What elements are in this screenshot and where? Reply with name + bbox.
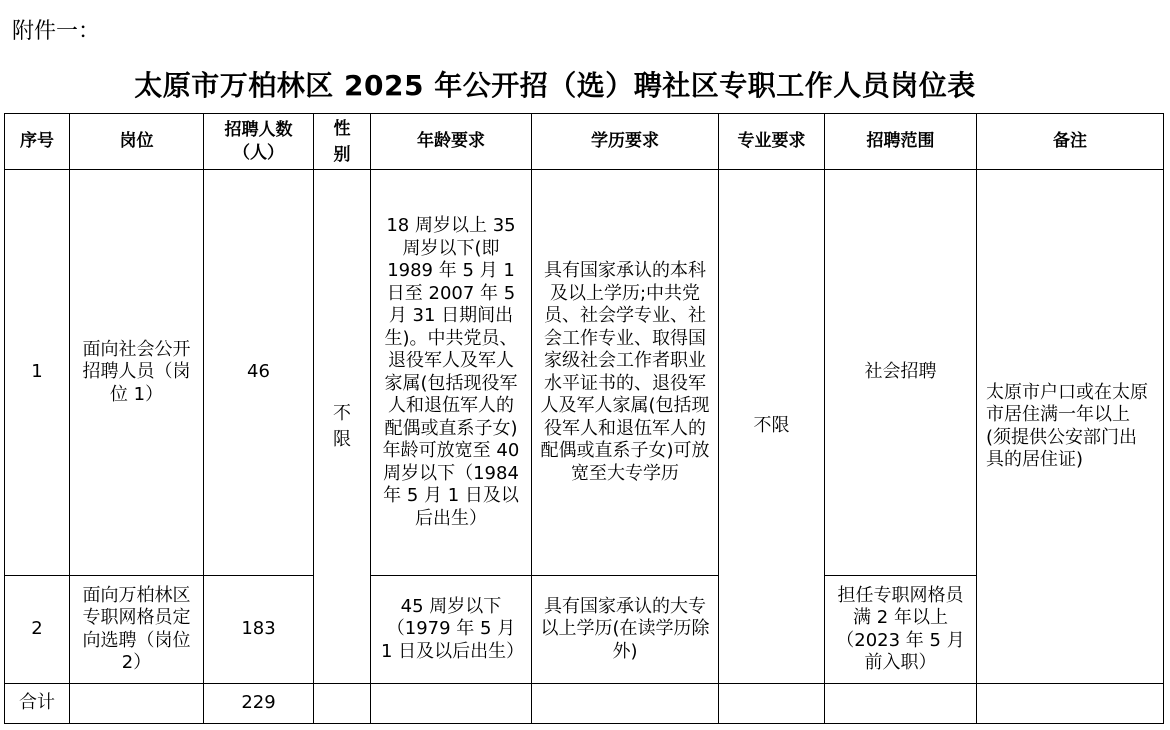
row2-age-text: 45 周岁以下（1979 年 5 月 1 日及以后出生） bbox=[381, 595, 525, 662]
row2-seq: 2 bbox=[5, 576, 70, 684]
total-row bbox=[5, 684, 1164, 724]
row2-position-text: 面向万柏林区专职网格员定向选聘（岗位 2） bbox=[82, 584, 191, 673]
total-empty-age bbox=[371, 684, 532, 724]
total-empty-scope bbox=[825, 684, 977, 724]
total-empty-gender bbox=[314, 684, 371, 724]
header-count-text: 招聘人数（人） bbox=[224, 120, 293, 163]
header-position: 岗位 bbox=[70, 114, 204, 170]
header-major: 专业要求 bbox=[719, 114, 825, 170]
total-count: 229 bbox=[204, 684, 314, 724]
header-gender-text: 性别 bbox=[333, 118, 351, 165]
header-row bbox=[5, 114, 1164, 170]
header-seq: 序号 bbox=[5, 114, 70, 170]
row2-scope bbox=[825, 576, 977, 684]
note-text: 太原市户口或在太原市居住满一年以上(须提供公安部门出具的居住证) bbox=[986, 381, 1148, 470]
row1-position bbox=[70, 170, 204, 576]
gender-cell bbox=[314, 170, 371, 684]
total-empty-note bbox=[977, 684, 1164, 724]
row1-position-text: 面向社会公开招聘人员（岗位 1） bbox=[82, 338, 191, 405]
header-education: 学历要求 bbox=[532, 114, 719, 170]
note-cell bbox=[977, 170, 1164, 684]
header-scope: 招聘范围 bbox=[825, 114, 977, 170]
row1-education bbox=[532, 170, 719, 576]
page-title: 太原市万柏林区 2025 年公开招（选）聘社区专职工作人员岗位表 bbox=[134, 69, 976, 102]
row1-age-text: 18 周岁以上 35 周岁以下(即 1989 年 5 月 1 日至 2007 年 5 月 31 日期间出生)。中共党员、退役军人及军人家属(包括现役军人和退伍军人的配偶或直系子女)年龄可放宽至 40 周岁以下（1984 年 5 月 1 日及以后出生） bbox=[382, 215, 520, 529]
row1-scope: 社会招聘 bbox=[825, 170, 977, 576]
table-row bbox=[5, 170, 1164, 576]
gender-text: 不限 bbox=[333, 402, 351, 450]
total-empty-position bbox=[70, 684, 204, 724]
row1-education-text: 具有国家承认的本科及以上学历;中共党员、社会学专业、社会工作专业、取得国家级社会工作者职业水平证书的、退役军人及军人家属(包括现役军人和退伍军人的配偶或直系子女)可放宽至大专学历 bbox=[540, 260, 710, 484]
row1-seq: 1 bbox=[5, 170, 70, 576]
total-label: 合计 bbox=[5, 684, 70, 724]
header-note: 备注 bbox=[977, 114, 1164, 170]
header-gender bbox=[314, 114, 371, 170]
row1-age bbox=[371, 170, 532, 576]
row2-scope-text: 担任专职网格员满 2 年以上（2023 年 5 月前入职） bbox=[836, 584, 965, 673]
row2-age bbox=[371, 576, 532, 684]
major-cell: 不限 bbox=[719, 170, 825, 684]
header-count bbox=[204, 114, 314, 170]
row2-position bbox=[70, 576, 204, 684]
row2-education bbox=[532, 576, 719, 684]
header-age: 年龄要求 bbox=[371, 114, 532, 170]
position-table bbox=[4, 113, 1164, 724]
total-empty-education bbox=[532, 684, 719, 724]
attachment-label: 附件一： bbox=[12, 19, 101, 44]
row1-count: 46 bbox=[204, 170, 314, 576]
row2-count: 183 bbox=[204, 576, 314, 684]
row2-education-text: 具有国家承认的大专以上学历(在读学历除外) bbox=[540, 595, 710, 662]
total-empty-major bbox=[719, 684, 825, 724]
